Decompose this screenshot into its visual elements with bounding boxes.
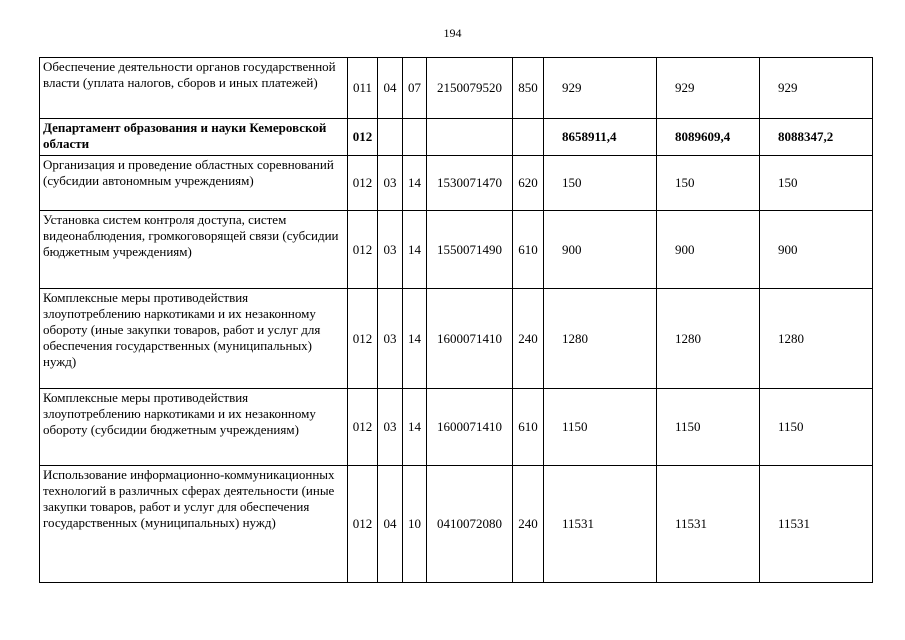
amount-year-3: 900 (760, 211, 873, 289)
target-code: 1600071410 (427, 289, 513, 389)
table-row (40, 466, 873, 583)
expense-type-code: 240 (513, 289, 544, 389)
expense-type-code: 610 (513, 211, 544, 289)
subsection-code: 07 (403, 58, 427, 119)
row-name: Организация и проведение областных соревнований (субсидии автономным учреждениям) (40, 156, 348, 211)
subsection-code: 14 (403, 156, 427, 211)
subsection-code: 14 (403, 289, 427, 389)
target-code: 0410072080 (427, 466, 513, 583)
amount-year-1: 1280 (544, 289, 657, 389)
table-row (40, 156, 873, 211)
target-code: 1600071410 (427, 389, 513, 466)
target-code: 1530071470 (427, 156, 513, 211)
row-name: Комплексные меры противодействия злоупотреблению наркотиками и их незаконному обороту (иные закупки товаров, работ и услуг для обеспечения государственных (муниципальных) нужд) (40, 289, 348, 389)
ministry-code: 012 (348, 119, 378, 156)
amount-year-3: 11531 (760, 466, 873, 583)
subsection-code (403, 119, 427, 156)
row-name: Департамент образования и науки Кемеровской области (40, 119, 348, 156)
section-code: 04 (378, 466, 403, 583)
row-name: Установка систем контроля доступа, систем видеонаблюдения, громкоговорящей связи (субсидии бюджетным учреждениям) (40, 211, 348, 289)
ministry-code: 012 (348, 289, 378, 389)
target-code (427, 119, 513, 156)
ministry-code: 012 (348, 156, 378, 211)
ministry-code: 012 (348, 389, 378, 466)
row-name: Обеспечение деятельности органов государственной власти (уплата налогов, сборов и иных платежей) (40, 58, 348, 119)
amount-year-1: 8658911,4 (544, 119, 657, 156)
target-code: 2150079520 (427, 58, 513, 119)
section-code (378, 119, 403, 156)
expense-type-code (513, 119, 544, 156)
page-number: 194 (443, 26, 462, 40)
amount-year-3: 150 (760, 156, 873, 211)
ministry-code: 012 (348, 466, 378, 583)
expense-type-code: 850 (513, 58, 544, 119)
ministry-code: 012 (348, 211, 378, 289)
amount-year-3: 8088347,2 (760, 119, 873, 156)
table-row (40, 58, 873, 119)
amount-year-1: 150 (544, 156, 657, 211)
amount-year-2: 900 (657, 211, 760, 289)
table-row (40, 289, 873, 389)
subsection-code: 10 (403, 466, 427, 583)
amount-year-2: 150 (657, 156, 760, 211)
table-row (40, 211, 873, 289)
subsection-code: 14 (403, 389, 427, 466)
amount-year-2: 11531 (657, 466, 760, 583)
budget-table (39, 57, 873, 583)
section-code: 04 (378, 58, 403, 119)
amount-year-1: 900 (544, 211, 657, 289)
subsection-code: 14 (403, 211, 427, 289)
amount-year-3: 1280 (760, 289, 873, 389)
row-name: Комплексные меры противодействия злоупотреблению наркотиками и их незаконному обороту (субсидии бюджетным учреждениям) (40, 389, 348, 466)
target-code: 1550071490 (427, 211, 513, 289)
section-code: 03 (378, 289, 403, 389)
amount-year-2: 1150 (657, 389, 760, 466)
ministry-code: 011 (348, 58, 378, 119)
row-name: Использование информационно-коммуникационных технологий в различных сферах деятельности (иные закупки товаров, работ и услуг для обеспечения государственных (муниципальных) нужд) (40, 466, 348, 583)
section-code: 03 (378, 156, 403, 211)
expense-type-code: 610 (513, 389, 544, 466)
section-code: 03 (378, 389, 403, 466)
amount-year-3: 1150 (760, 389, 873, 466)
amount-year-1: 1150 (544, 389, 657, 466)
amount-year-2: 929 (657, 58, 760, 119)
table-row-department (40, 119, 873, 156)
amount-year-1: 11531 (544, 466, 657, 583)
expense-type-code: 620 (513, 156, 544, 211)
table-row (40, 389, 873, 466)
expense-type-code: 240 (513, 466, 544, 583)
amount-year-2: 1280 (657, 289, 760, 389)
amount-year-1: 929 (544, 58, 657, 119)
amount-year-3: 929 (760, 58, 873, 119)
section-code: 03 (378, 211, 403, 289)
amount-year-2: 8089609,4 (657, 119, 760, 156)
